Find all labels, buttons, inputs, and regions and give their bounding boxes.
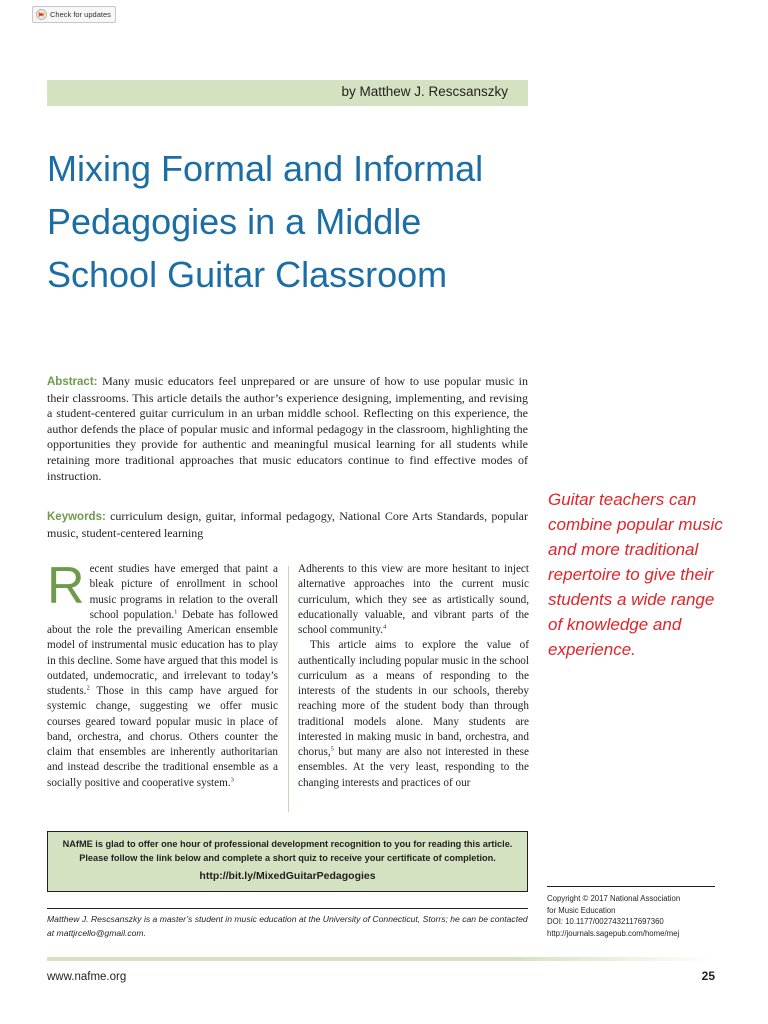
body-text: Those in this camp have argued for systemic change, suggesting we offer music courses geared toward popular music in place of band, orchestra, and chorus. Others counter the claim that ensembles are inherently authoritarian and instead describe the traditional ensemble as a socially positive and cooperative system.	[47, 685, 278, 789]
body-text: This article aims to explore the value of authentically including popular music in the school curriculum as a means of responding to the interests of the students in our schools, thereby reaching more of the student body than through traditional models alone. Many students are interested in making music in band, orchestra, and chorus,	[298, 639, 529, 758]
footer-site-link[interactable]: www.nafme.org	[47, 971, 127, 983]
doi[interactable]: DOI: 10.1177/0027432117697360	[547, 917, 664, 927]
footnote-ref: 2	[86, 684, 90, 692]
nafme-line-1: NAfME is glad to offer one hour of professional development recognition to you for reading this article.	[62, 839, 513, 849]
check-for-updates-badge[interactable]	[32, 6, 116, 23]
copyright-line-2: for Music Education	[547, 905, 616, 915]
footnote-ref: 4	[383, 623, 387, 631]
copyright-block	[547, 893, 717, 939]
keywords-text: curriculum design, guitar, informal pedagogy, National Core Arts Standards, popular music, student-centered learning	[47, 509, 529, 540]
drop-cap: R	[47, 557, 85, 615]
body-text: but many are also not interested in these ensembles. At the very least, responding to the changing interests and practices of our	[298, 746, 529, 789]
footnote-ref: 5	[330, 745, 334, 753]
article-title: Mixing Formal and Informal Pedagogies in a Middle School Guitar Classroom	[47, 148, 484, 295]
body-text: Debate has followed about the role the prevailing American ensemble model of instrumental music education has to play in this decline. Some have argued that this model is outdated, undemocratic, and irrelevant to today’s students.	[47, 608, 279, 697]
body-text: ecent studies have emerged that paint a bleak picture of enrollment in school music programs in relation to the overall school population.	[89, 563, 278, 621]
body-paragraph	[298, 638, 529, 791]
nafme-line-2: Please follow the link below and complete a short quiz to receive your certificate of completion.	[79, 853, 496, 863]
pull-quote: Guitar teachers can combine popular music and more traditional repertoire to give their students a wide range of knowledge and experience.	[548, 490, 723, 659]
copyright-line-1: Copyright © 2017 National Association	[547, 894, 681, 903]
footnote-ref: 3	[230, 775, 234, 783]
column-divider	[288, 566, 289, 812]
author-note: Matthew J. Rescsanszky is a master’s student in music education at the University of Connecticut, Storrs; he can be contacted at mattjrcello@gmail.com.	[47, 914, 528, 938]
author-note-rule	[47, 908, 528, 909]
abstract-label: Abstract:	[47, 376, 98, 388]
abstract-text: Many music educators feel unprepared or are unsure of how to use popular music in their classrooms. This article details the author’s experience designing, implementing, and revising a student-centered guitar curriculum in an urban middle school. Reflecting on this experience, the author defends the place of popular music and informal pedagogy in the classroom, highlighting the opportunities they provide for authentic and meaningful musical learning for all students while retaining more traditional approaches that music educators continue to find effective modes of instruction.	[47, 374, 529, 483]
journal-url[interactable]: http://journals.sagepub.com/home/mej	[547, 928, 680, 938]
body-text: Adherents to this view are more hesitant to inject alternative approaches into the current music curriculum, which they see as artistically sound, educationally valuable, and vibrant parts of the school community.	[298, 563, 529, 636]
keywords	[47, 509, 528, 541]
body-column-right	[298, 562, 529, 791]
badge-label: Check for updates	[50, 10, 111, 19]
copyright-rule	[547, 886, 715, 887]
nafme-pd-box	[47, 831, 528, 892]
body-paragraph	[47, 557, 279, 791]
footnote-ref: 1	[174, 608, 178, 616]
abstract	[47, 374, 528, 484]
byline-bar	[47, 80, 528, 106]
nafme-link[interactable]: http://bit.ly/MixedGuitarPedagogies	[199, 870, 376, 882]
byline: by Matthew J. Rescsanszky	[341, 84, 508, 99]
footer-rule	[47, 957, 715, 961]
body-column-left	[47, 557, 279, 791]
body-paragraph	[298, 562, 529, 638]
page-number: 25	[701, 969, 715, 983]
crossmark-icon	[36, 9, 47, 20]
keywords-label: Keywords:	[47, 511, 106, 523]
